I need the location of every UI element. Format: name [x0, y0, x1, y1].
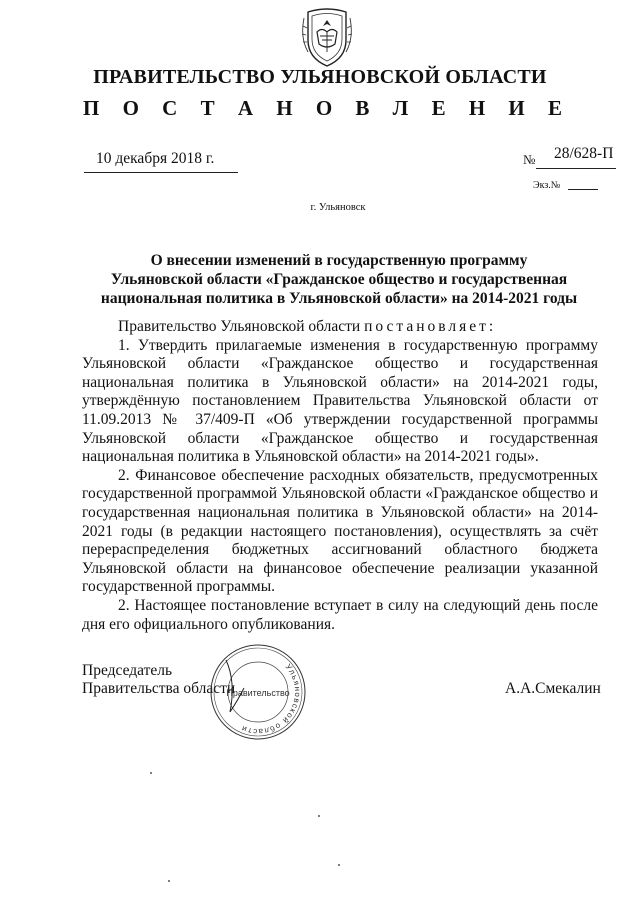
position-line: Правительства области — [82, 680, 236, 697]
city: г. Ульяновск — [310, 202, 366, 213]
copy-number-label: Экз.№ — [533, 180, 561, 191]
title-line: национальная политика в Ульяновской области» на 2014-2021 годы — [100, 290, 578, 307]
document-number: 28/628-П — [554, 145, 614, 162]
official-seal — [208, 642, 308, 742]
scan-speck — [318, 815, 320, 817]
svg-text:Ульяновской области: Ульяновской области — [239, 662, 303, 737]
resolution-word: постановляет: — [364, 318, 497, 335]
document-date: 10 декабря 2018 г. — [96, 150, 215, 167]
paragraph-1: 1. Утвердить прилагаемые изменения в государственную программу Ульяновской области «Гражданское общество и государственная национальная политика в Ульяновской области» на 2014-2021 годы, утверждённую постановлением Правительства Ульяновской области от 11.09.2013 № 37/409-П «Об утверждении государственной программы Ульяновской области «Гражданское общество и государственная национальная политика в Ульяновской области» на 2014-2021 годы». — [82, 336, 598, 466]
signatory-name: А.А.Смекалин — [505, 680, 601, 697]
position-line: Председатель — [82, 662, 173, 679]
copy-number-underline — [568, 189, 598, 190]
intro-text: Правительство Ульяновской области — [118, 318, 365, 335]
scan-speck — [150, 772, 152, 774]
title-line: О внесении изменений в государственную программу — [150, 252, 528, 269]
document-body — [82, 318, 598, 634]
authority-name: ПРАВИТЕЛЬСТВО УЛЬЯНОВСКОЙ ОБЛАСТИ — [93, 66, 547, 88]
number-sign: № — [523, 152, 536, 167]
document-type: П О С Т А Н О В Л Е Н И Е — [82, 96, 571, 120]
scan-speck — [338, 864, 340, 866]
document-title — [90, 251, 588, 308]
svg-text:Правительство: Правительство — [226, 688, 290, 698]
intro-paragraph — [82, 318, 598, 337]
date-underline — [84, 172, 238, 173]
title-line: Ульяновской области «Гражданское общество и государственная — [110, 271, 568, 288]
coat-of-arms-icon — [300, 8, 354, 68]
paragraph-2: 2. Финансовое обеспечение расходных обязательств, предусмотренных государственной программой Ульяновской области «Гражданское общество и государственная национальная политика в Ульяновской области» на 2014-2021 годы (в редакции настоящего постановления), осуществлять за счёт перераспределения бюджетных ассигнований областного бюджета Ульяновской области на финансовое обеспечение реализации указанной государственной программы. — [82, 466, 598, 596]
scan-speck — [168, 880, 170, 882]
number-underline — [536, 168, 616, 169]
paragraph-3: 2. Настоящее постановление вступает в силу на следующий день после дня его официального опубликования. — [82, 596, 598, 633]
